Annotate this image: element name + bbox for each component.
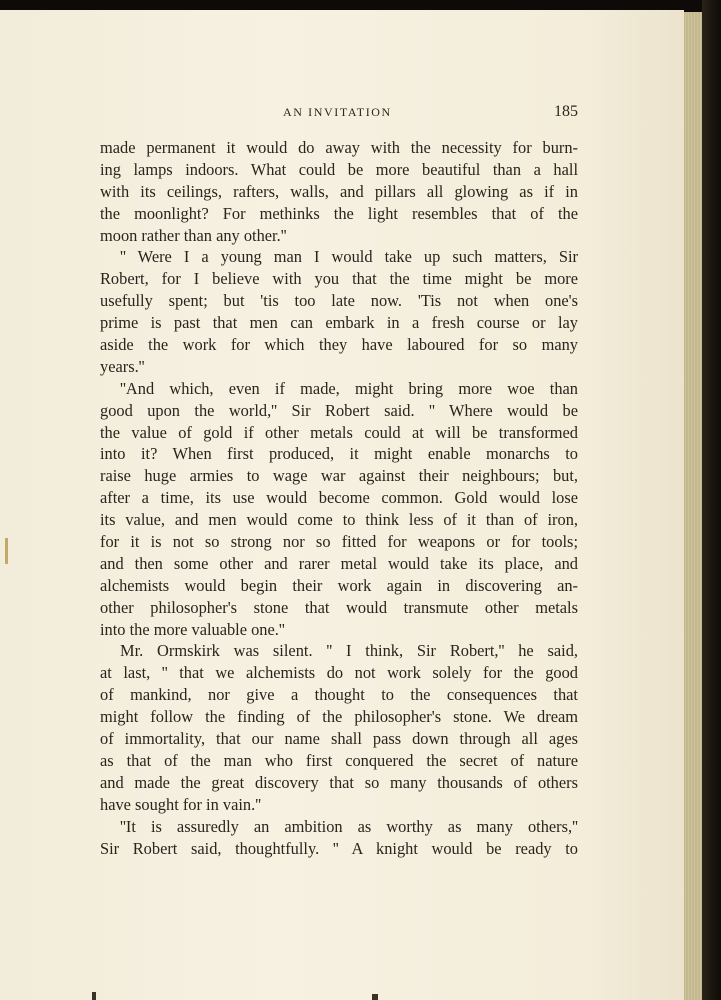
text-line: alchemists would begin their work again in discovering an-	[100, 575, 578, 595]
text-line: other philosopher's stone that would transmute other metals	[100, 597, 578, 617]
page-paper	[0, 10, 684, 1000]
text-line: usefully spent; but 'tis too late now. 'Tis not when one's	[100, 291, 578, 311]
text-line: its value, and men would come to think less of it than of iron,	[100, 510, 578, 530]
text-line: of immortality, that our name shall pass down through all ages	[100, 729, 578, 749]
text-line: as that of the man who first conquered the secret of nature	[100, 750, 578, 770]
page-number: 185	[554, 103, 578, 120]
running-title: AN INVITATION	[283, 105, 392, 119]
body-text	[100, 137, 578, 859]
text-line: and then some other and rarer metal would take its place, and	[100, 553, 578, 573]
text-line: with its ceilings, rafters, walls, and pillars all glowing as if in	[100, 181, 578, 201]
text-line: at last, '' that we alchemists do not work solely for the good	[100, 663, 578, 683]
text-line: '' Were I a young man I would take up such matters, Sir	[120, 247, 578, 267]
running-head	[100, 103, 578, 123]
text-line: and made the great discovery that so many thousands of others	[100, 772, 578, 792]
page-stack-edge	[684, 12, 702, 1000]
text-line: into it? When first produced, it might enable monarchs to	[100, 444, 578, 464]
text-line: raise huge armies to wage war against their neighbours; but,	[100, 466, 578, 486]
text-line: Mr. Ormskirk was silent. '' I think, Sir Robert,'' he said,	[120, 641, 578, 661]
text-line: aside the work for which they have laboured for so many	[100, 335, 578, 355]
text-line: good upon the world,'' Sir Robert said. '' Where would be	[100, 400, 578, 420]
text-line: ''And which, even if made, might bring more woe than	[120, 378, 578, 398]
text-line: prime is past that men can embark in a fresh course or lay	[100, 313, 578, 333]
text-line: Sir Robert said, thoughtfully. '' A knight would be ready to	[100, 838, 578, 858]
text-line: of mankind, nor give a thought to the consequences that	[100, 685, 578, 705]
book-binding	[702, 0, 721, 1000]
scan-speck	[372, 994, 378, 1000]
scan-speck	[92, 992, 96, 1000]
text-line: after a time, its use would become common. Gold would lose	[100, 488, 578, 508]
text-line: moon rather than any other.''	[100, 225, 287, 245]
text-line: years.''	[100, 356, 145, 376]
text-line: the value of gold if other metals could at will be transformed	[100, 422, 578, 442]
text-line: might follow the finding of the philosopher's stone. We dream	[100, 707, 578, 727]
text-line: ing lamps indoors. What could be more beautiful than a hall	[100, 159, 578, 179]
text-line: ''It is assuredly an ambition as worthy as many others,''	[120, 816, 578, 836]
text-line: for it is not so strong nor so fitted for weapons or for tools;	[100, 532, 578, 552]
text-line: Robert, for I believe with you that the time might be more	[100, 269, 578, 289]
text-line: into the more valuable one.''	[100, 619, 285, 639]
text-line: the moonlight? For methinks the light resembles that of the	[100, 203, 578, 223]
margin-mark	[5, 538, 8, 564]
text-line: made permanent it would do away with the necessity for burn-	[100, 138, 578, 157]
text-line: have sought for in vain.''	[100, 794, 262, 814]
